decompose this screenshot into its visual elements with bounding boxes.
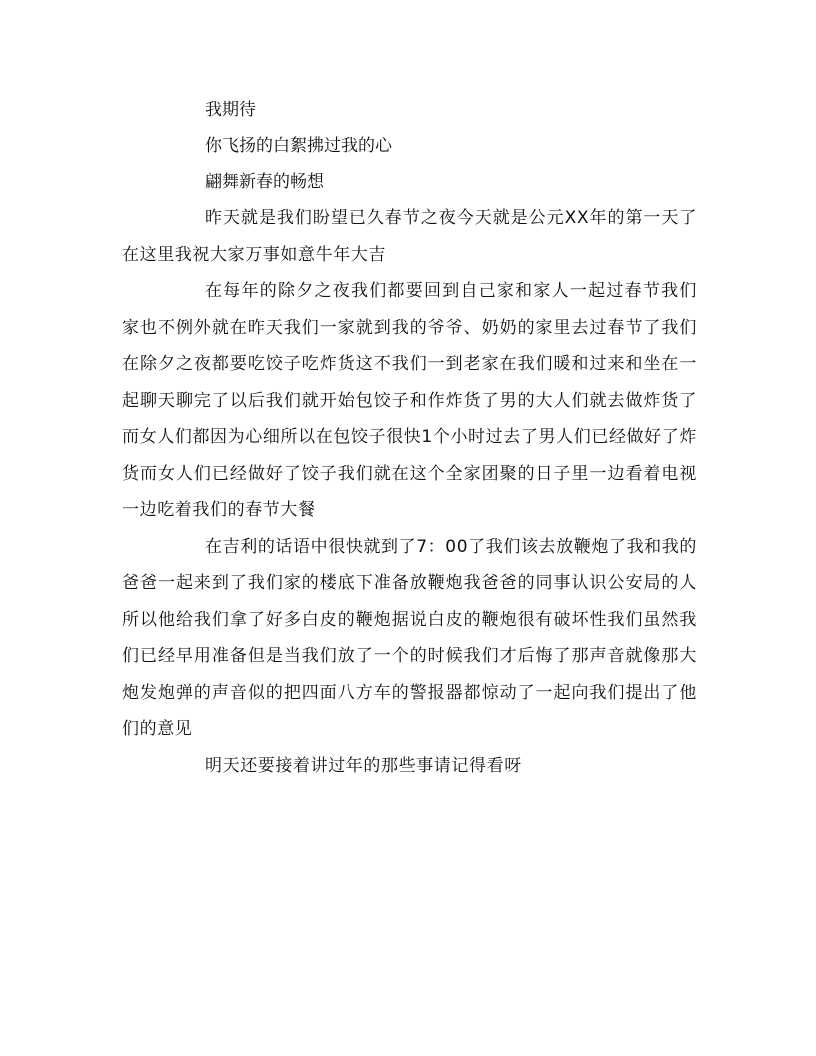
poem-line: 我期待 <box>205 100 256 120</box>
paragraph: 在每年的除夕之夜我们都要回到自己家和家人一起过春节我们家也不例外就在昨天我们一家就到我的爷爷、奶奶的家里去过春节了我们在除夕之夜都要吃饺子吃炸货这不我们一到老家在我们暖和过来和坐在一起聊天聊完了以后我们就开始包饺子和作炸货了男的大人们就去做炸货了而女人们都因为心细所以在包饺子很快1个小时过去了男人们已经做好了炸货而女人们已经做好了饺子我们就在这个全家团聚的日子里一边看着电视一边吃着我们的春节大餐 <box>122 281 697 520</box>
poem-line: 你飞扬的白絮拂过我的心 <box>205 136 392 156</box>
paragraph: 明天还要接着讲过年的那些事请记得看呀 <box>205 755 522 776</box>
document-body <box>122 92 697 784</box>
poem-line: 翩舞新春的畅想 <box>205 172 324 192</box>
paragraph: 昨天就是我们盼望已久春节之夜今天就是公元XX年的第一天了在这里我祝大家万事如意牛年大吉 <box>122 208 697 265</box>
paragraph: 在吉利的话语中很快就到了7：00了我们该去放鞭炮了我和我的爸爸一起来到了我们家的楼底下准备放鞭炮我爸爸的同事认识公安局的人所以他给我们拿了好多白皮的鞭炮据说白皮的鞭炮很有破坏性我们虽然我们已经早用准备但是当我们放了一个的时候我们才后悔了那声音就像那大炮发炮弹的声音似的把四面八方车的警报器都惊动了一起向我们提出了他们的意见 <box>122 536 697 739</box>
